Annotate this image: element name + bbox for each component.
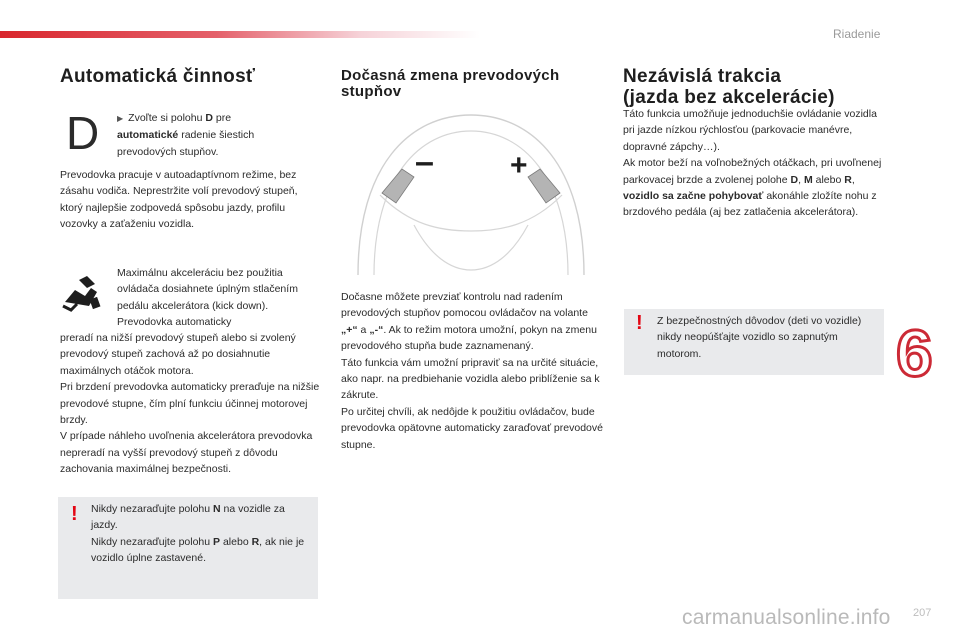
paddle-plus-label: + (510, 149, 528, 182)
page-number: 207 (913, 607, 932, 619)
paragraph-manual-control: Dočasne môžete prevziať kontrolu nad radením prevodových stupňov pomocou ovládačov na volante „+“ a „-“. Ak to režim motora umožní, pokyn na zmenu prevodového stupňa bude zaznamenaný. Táto funkcia vám umožní pripraviť sa na určité situácie, ako napr. na predbiehanie vozidla alebo priblíženie sa k zákrute. Po určitej chvíli, ak nedôjde k použitiu ovládačov, bude prevodovka opätovne automaticky zaraďovať prevodové stupne. (341, 291, 603, 451)
gear-position-d-symbol: D (66, 107, 100, 159)
warning-text-left: Nikdy nezaraďujte polohu N na vozidle za jazdy. Nikdy nezaraďujte polohu P alebo R, ak nie je vozidlo úplne zastavené. (91, 503, 305, 565)
warning-text-right: Z bezpečnostných dôvodov (deti vo vozidle) nikdy neopúšťajte vozidlo so zapnutým motorom. (657, 315, 862, 360)
section-title-independent-traction: Nezávislá trakcia (jazda bez akcelerácie) (623, 66, 835, 108)
section-title-automatic: Automatická činnosť (60, 66, 256, 87)
paragraph-kick-down: Maximálnu akceleráciu bez použitia ovládača dosiahnete úplným stlačením pedálu akcelerátora (kick down). Prevodovka automaticky (117, 267, 298, 329)
paragraph-downshift: preradí na nižší prevodový stupeň alebo si zvolený prevodový stupeň zachová až po dosiahnutie maximálnych otáčok motora. Pri brzdení prevodovka automaticky preraďuje na nižšie prevodové stupne, čím plní funkciu účinnej motorovej brzdy. V prípade náhleho uvoľnenia akcelerátora prevodovka nepreradí na vyšší prevodový stupeň z dôvodu zachovania maximálnej bezpečnosti. (60, 332, 320, 476)
bullet-select-d: ▶ Zvoľte si polohu D pre automatické radenie šiestich prevodových stupňov. (117, 112, 255, 158)
watermark: carmanualsonline.info (682, 606, 891, 629)
steering-wheel-paddles-illustration (340, 105, 602, 280)
warning-exclamation-icon: ! (71, 503, 78, 525)
chapter-number: 6 (896, 316, 933, 390)
paragraph-creep-function: Táto funkcia umožňuje jednoduchšie ovládanie vozidla pri jazde nízkou rýchlosťou (parkovacie manévre, dopravné zápchy…). Ak motor beží na voľnobežných otáčkach, pri uvoľnenej parkovacej brzde a zvolenej polohe D, M alebo R, vozidlo sa začne pohybovať akonáhle zložíte nohu z brzdového pedála (aj bez zatlačenia akcelerátora). (623, 108, 882, 219)
warning-exclamation-icon: ! (636, 312, 643, 334)
bullet-arrow-icon: ▶ (117, 114, 124, 123)
kick-down-pedal-icon (61, 272, 103, 312)
paragraph-adaptive-mode: Prevodovka pracuje v autoadaptívnom režime, bez zásahu vodiča. Neprestržite volí prevodový stupeň, ktorý najlepšie zodpovedá spôsobu jazdy, profilu vozovky a zaťaženiu vozidla. (60, 169, 298, 231)
section-title-temporary-change: Dočasná zmena prevodových stupňov (341, 67, 560, 100)
header-accent-bar (0, 31, 480, 38)
chapter-name: Riadenie (833, 27, 881, 41)
paddle-minus-label: – (415, 143, 434, 181)
